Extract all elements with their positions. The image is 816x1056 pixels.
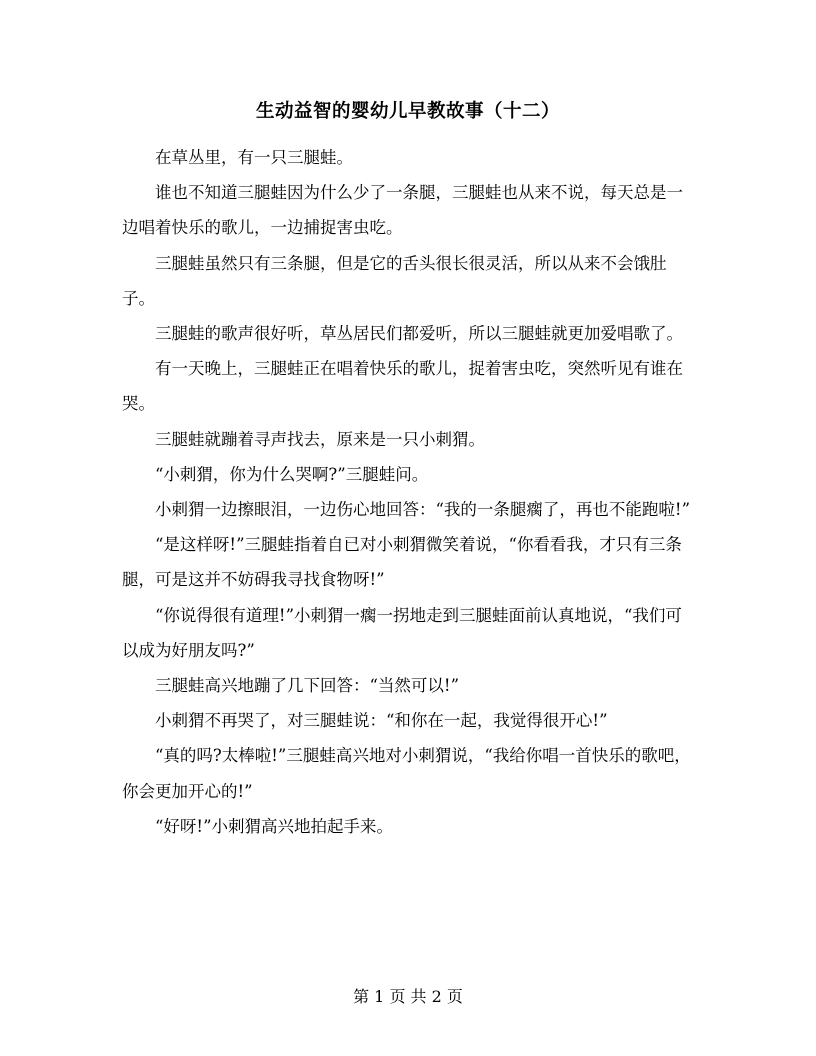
paragraph: 三腿蛙就蹦着寻声找去，原来是一只小刺猬。 (155, 429, 485, 449)
paragraph: 小刺猬一边擦眼泪，一边伤心地回答：“我的一条腿瘸了，再也不能跑啦!” (155, 500, 691, 520)
paragraph: “真的吗?太棒啦!”三腿蛙高兴地对小刺猬说，“我给你唱一首快乐的歌吧，你会更加开心的!” (122, 746, 691, 801)
paragraph: 谁也不知道三腿蛙因为什么少了一条腿，三腿蛙也从来不说，每天总是一边唱着快乐的歌儿，一边捕捉害虫吃。 (122, 183, 683, 238)
paragraph: “你说得很有道理!”小刺猬一瘸一拐地走到三腿蛙面前认真地说，“我们可以成为好朋友吗?” (122, 605, 682, 660)
document-title: 生动益智的婴幼儿早教故事（十二） (255, 101, 560, 122)
paragraph: 有一天晚上，三腿蛙正在唱着快乐的歌儿，捉着害虫吃，突然听见有谁在哭。 (122, 359, 683, 414)
paragraph: “是这样呀!”三腿蛙指着自已对小刺猬微笑着说，“你看看我，才只有三条腿，可是这并不妨碍我寻找食物呀!” (122, 535, 682, 590)
paragraph: 小刺猬不再哭了，对三腿蛙说：“和你在一起，我觉得很开心!” (155, 711, 608, 731)
page-number: 第 1 页 共 2 页 (353, 987, 463, 1006)
story-body (122, 140, 698, 844)
paragraph: 在草丛里，有一只三腿蛙。 (155, 148, 353, 167)
paragraph: “好呀!”小刺猬高兴地拍起手来。 (155, 816, 394, 836)
paragraph: “小刺猬，你为什么哭啊?”三腿蛙问。 (155, 464, 429, 484)
paragraph: 三腿蛙高兴地蹦了几下回答：“当然可以!” (155, 676, 460, 696)
paragraph: 三腿蛙的歌声很好听，草丛居民们都爱听，所以三腿蛙就更加爱唱歌了。 (155, 324, 683, 344)
paragraph: 三腿蛙虽然只有三条腿，但是它的舌头很长很灵活，所以从来不会饿肚子。 (122, 253, 667, 308)
